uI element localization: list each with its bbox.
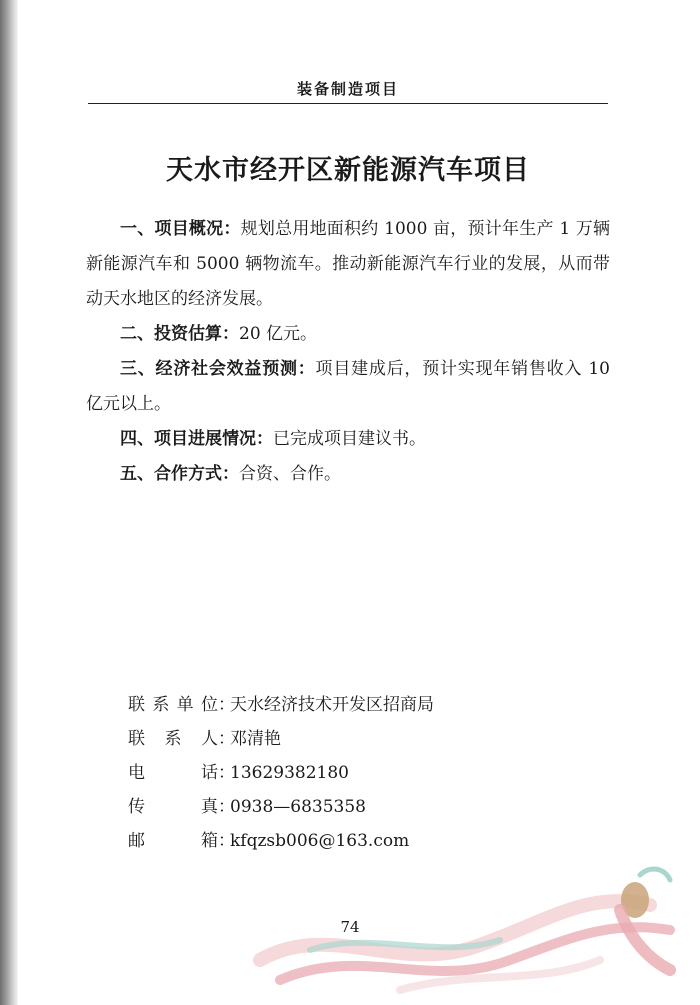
paragraph-text: 20 亿元。 <box>239 324 318 344</box>
contact-label: 联系人 <box>128 729 218 749</box>
contact-row-fax: 传真：0938—6835358 <box>128 790 434 824</box>
contact-value: 13629382180 <box>230 763 349 783</box>
paragraph-investment <box>86 317 610 352</box>
paragraph-cooperation <box>86 457 610 492</box>
contact-value: 天水经济技术开发区招商局 <box>230 695 434 715</box>
contact-value: 邓清艳 <box>230 729 281 749</box>
contact-value: kfqzsb006@163.com <box>230 831 410 851</box>
paragraph-text: 项目建成后，预计实现年销售收入 10 亿元以上。 <box>86 359 610 414</box>
paragraph-progress <box>86 422 610 457</box>
paragraph-label: 二、投资估算： <box>120 324 239 344</box>
contact-row-person: 联系人：邓清艳 <box>128 722 434 756</box>
project-description <box>86 212 610 492</box>
contact-row-phone: 电话：13629382180 <box>128 756 434 790</box>
contact-value: 0938—6835358 <box>230 797 366 817</box>
paragraph-overview <box>86 212 610 317</box>
contact-label: 电话 <box>128 763 218 783</box>
paragraph-label: 四、项目进展情况： <box>120 429 273 449</box>
paragraph-label: 三、经济社会效益预测： <box>120 359 316 379</box>
paragraph-text: 规划总用地面积约 1000 亩，预计年生产 1 万辆新能源汽车和 5000 辆物流车。推动新能源汽车行业的发展，从而带动天水地区的经济发展。 <box>86 219 610 309</box>
paragraph-text: 已完成项目建议书。 <box>273 429 426 449</box>
paragraph-label: 五、合作方式： <box>120 464 239 484</box>
contact-row-email: 邮箱：kfqzsb006@163.com <box>128 824 434 858</box>
contact-row-unit: 联系单位：天水经济技术开发区招商局 <box>128 688 434 722</box>
contact-block <box>128 688 434 858</box>
contact-label: 邮箱 <box>128 831 218 851</box>
contact-label: 联系单位 <box>128 695 218 715</box>
page-title: 天水市经开区新能源汽车项目 <box>166 155 530 186</box>
paragraph-benefit <box>86 352 610 422</box>
page-number: 74 <box>340 918 360 936</box>
contact-label: 传真 <box>128 797 218 817</box>
book-binding-shadow <box>0 0 18 1005</box>
paragraph-label: 一、项目概况： <box>120 219 241 239</box>
flying-apsara-ribbon-illustration <box>250 850 690 1000</box>
paragraph-text: 合资、合作。 <box>239 464 341 484</box>
running-header: 装备制造项目 <box>296 80 399 98</box>
header-rule <box>88 103 608 104</box>
